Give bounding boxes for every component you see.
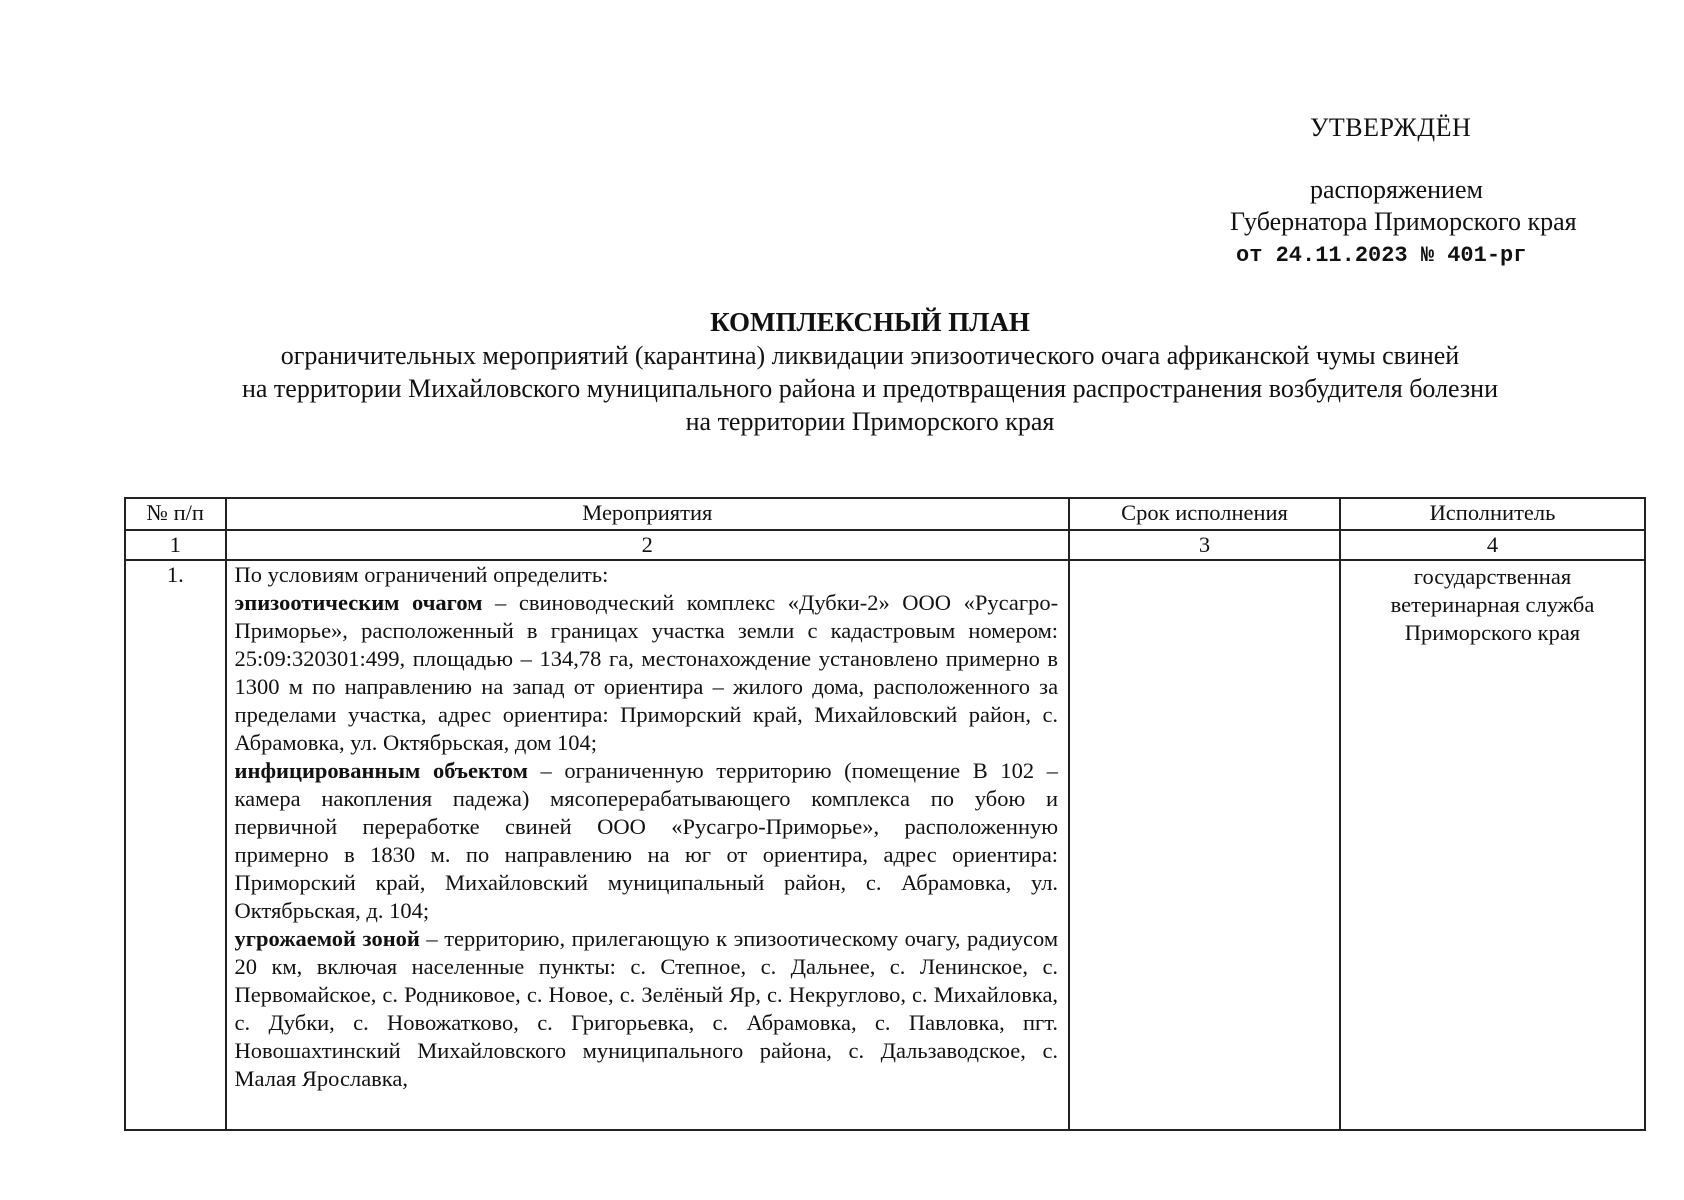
column-number-row <box>125 530 1645 560</box>
term-outbreak-text: – свиноводческий комплекс «Дубки-2» ООО «Русагро-Приморье», расположенный в границах участка земли с кадастровым номером: 25:09:320301:499, площадью – 134,78 га, местонахождение установлено примерно в 1300 м по направлению на запад от ориентира – жилого дома, расположенного за пределами участка, адрес ориентира: Приморский край, Михайловский район, с. Абрамовка, ул. Октябрьская, дом 104; <box>234 590 1059 755</box>
title-line-3: на территории Приморского края <box>685 407 1055 436</box>
term-infected-text: – ограниченную территорию (помещение В 102 – камера накопления падежа) мясоперерабатывающего комплекса по убою и первичной переработке свиней ООО «Русагро-Приморье», расположенную примерно в 1830 м. по направлению на юг от ориентира, адрес ориентира: Приморский край, Михайловский муниципальный район, с. Абрамовка, ул. Октябрьская, д. 104; <box>234 758 1059 923</box>
header-activities: Мероприятия <box>226 498 1070 530</box>
approval-date: от 24.11.2023 № 401-рг <box>1236 243 1527 268</box>
header-executor: Исполнитель <box>1340 498 1645 530</box>
activities-threat-zone <box>235 925 1059 1093</box>
title-line-2: на территории Михайловского муниципального района и предотвращения распространения возбудителя болезни <box>241 374 1499 403</box>
document-title <box>120 306 1620 438</box>
header-number: № п/п <box>125 498 226 530</box>
title-main: КОМПЛЕКСНЫЙ ПЛАН <box>710 307 1030 337</box>
approval-governor: Губернатора Приморского края <box>1230 207 1577 236</box>
approval-by: распоряжением <box>1310 175 1483 204</box>
table-row <box>125 560 1645 1130</box>
plan-table <box>124 497 1646 1131</box>
activities-intro: По условиям ограничений определить: <box>234 562 609 587</box>
title-line-1: ограничительных мероприятий (карантина) ликвидации эпизоотического очага африканской чумы свиней <box>280 341 1460 370</box>
table-header-row <box>125 498 1645 530</box>
header-deadline: Срок исполнения <box>1069 498 1340 530</box>
approval-block <box>1230 112 1670 272</box>
activities-infected <box>235 757 1059 925</box>
term-infected: инфицированным объектом <box>234 758 528 783</box>
row-number: 1. <box>125 560 226 1130</box>
term-threat-zone: угрожаемой зоной <box>234 926 420 951</box>
column-number: 2 <box>226 530 1070 560</box>
row-deadline <box>1069 560 1340 1130</box>
column-number: 1 <box>125 530 226 560</box>
activities-outbreak <box>235 589 1059 757</box>
term-threat-zone-text: – территорию, прилегающую к эпизоотическому очагу, радиусом 20 км, включая населенные пункты: с. Степное, с. Дальнее, с. Ленинское, с. Первомайское, с. Родниковое, с. Новое, с. Зелёный Яр, с. Некруглово, с. Михайловка, с. Дубки, с. Новожатково, с. Григорьевка, с. Абрамовка, с. Павловка, пгт. Новошахтинский Михайловского муниципального района, с. Дальзаводское, с. Малая Ярославка, <box>234 926 1059 1091</box>
approval-status: УТВЕРЖДЁН <box>1310 113 1472 142</box>
row-activities <box>226 560 1070 1130</box>
row-executor: государственная ветеринарная служба Приморского края <box>1340 560 1645 1130</box>
term-outbreak: эпизоотическим очагом <box>234 590 483 615</box>
column-number: 3 <box>1069 530 1340 560</box>
column-number: 4 <box>1340 530 1645 560</box>
